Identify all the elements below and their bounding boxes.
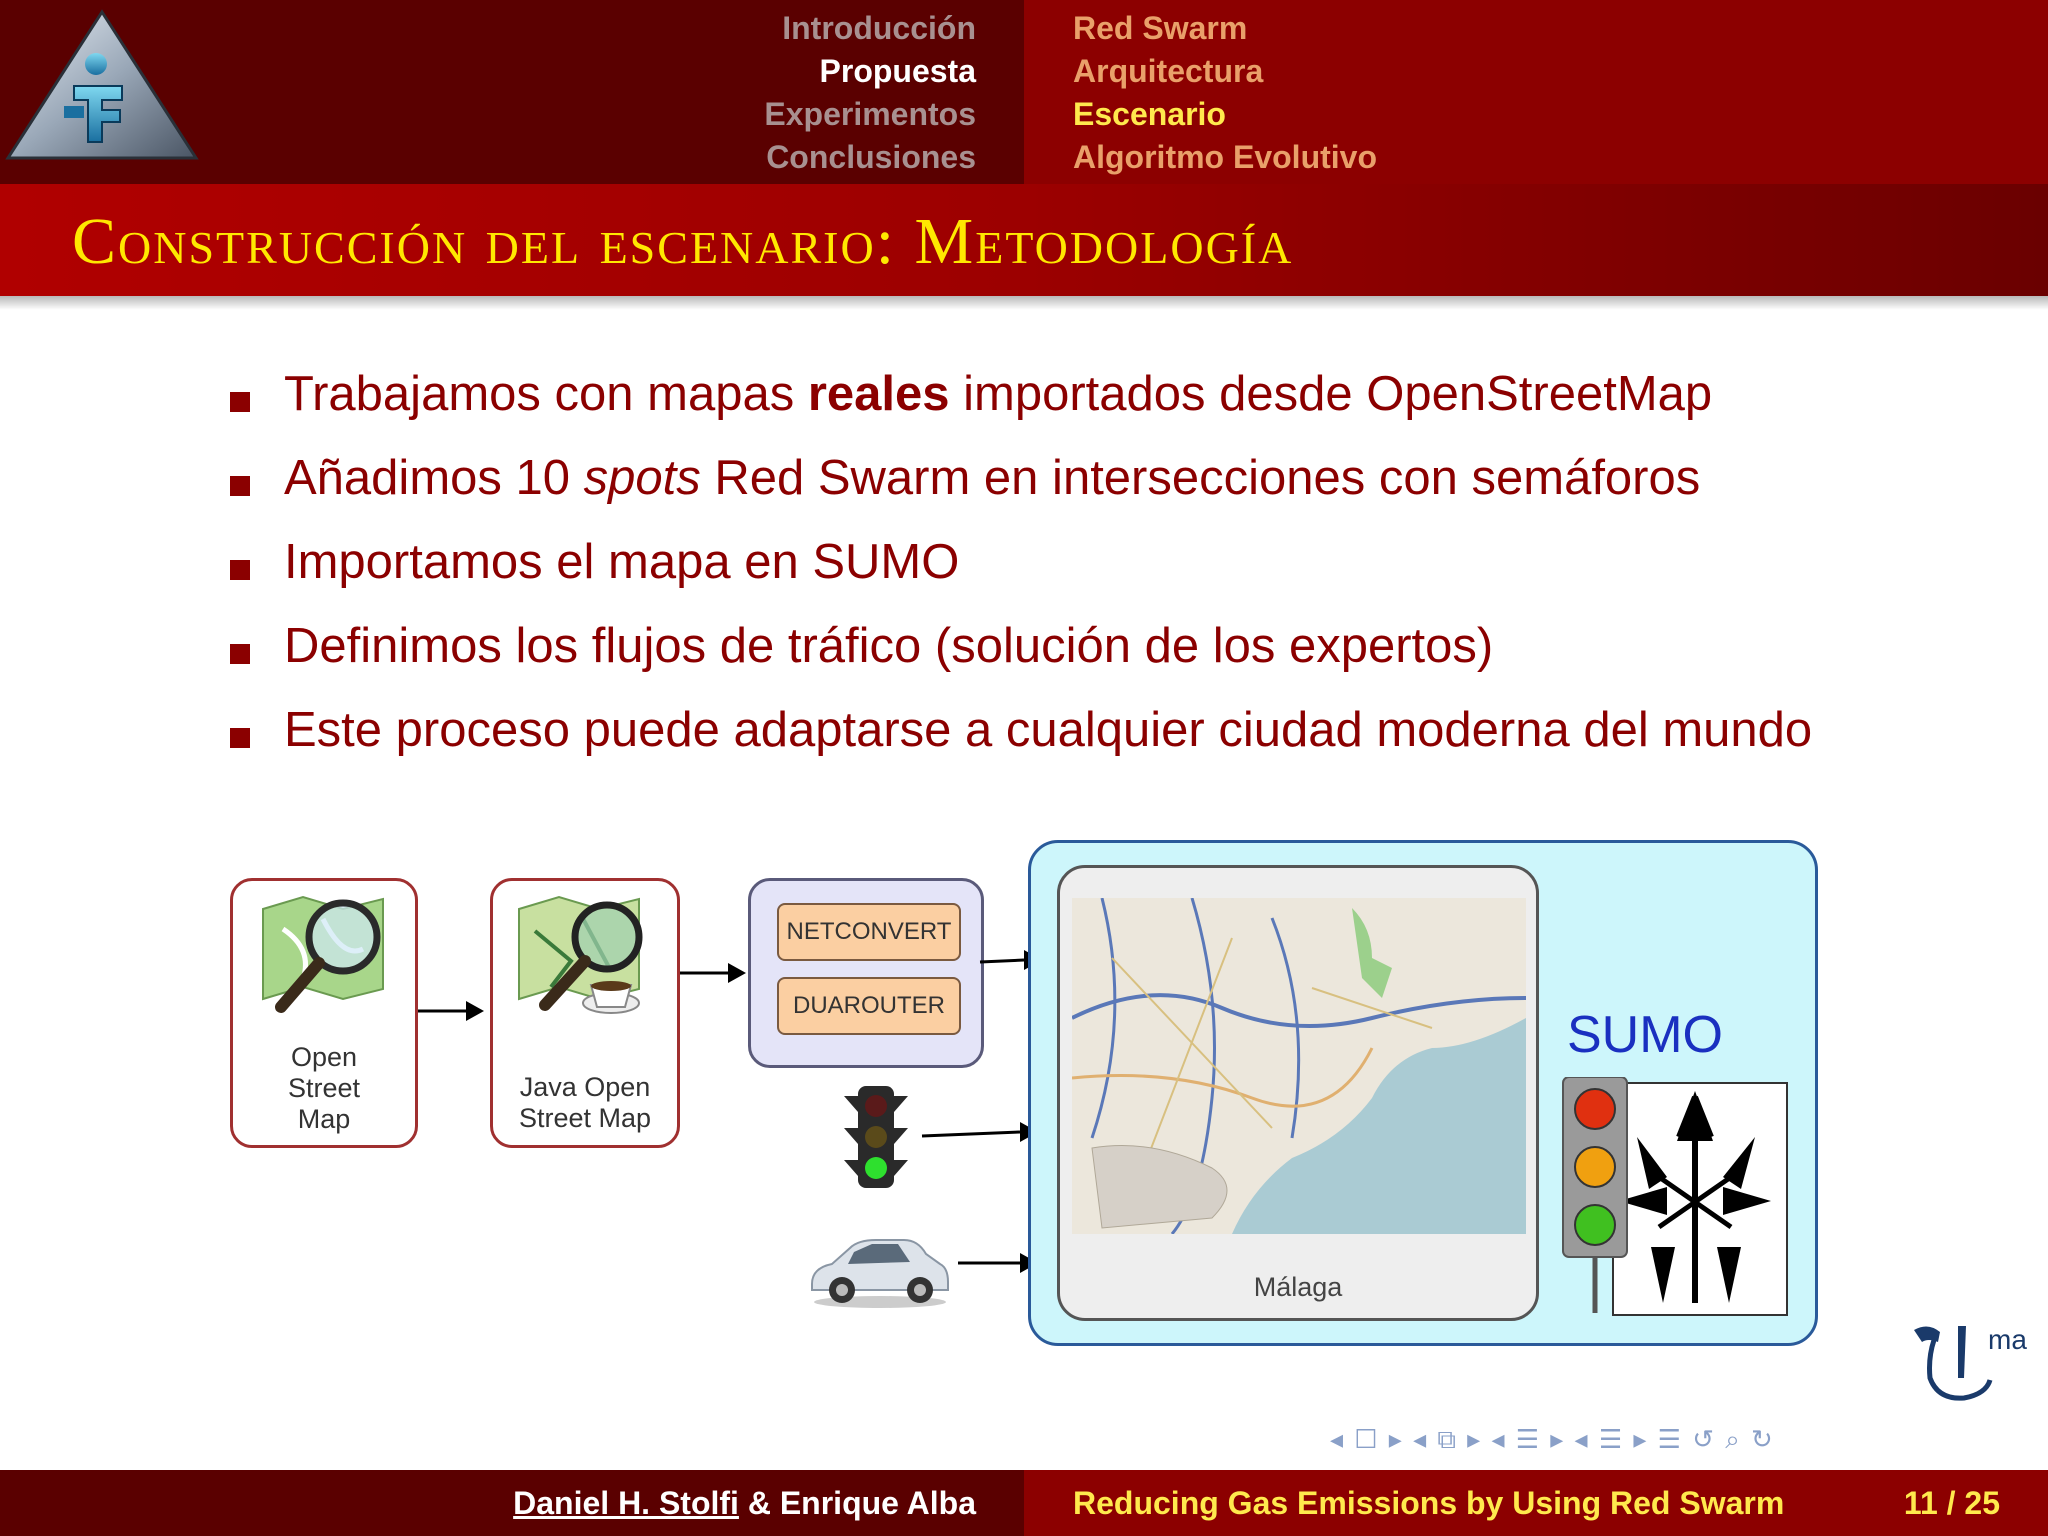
sumo-panel — [1028, 840, 1818, 1346]
nav-section-introduccion[interactable]: Introducción — [782, 10, 976, 46]
bullet-item — [226, 450, 1986, 534]
bullet-text: Importamos el mapa en SUMO — [284, 535, 960, 589]
uma-logo-text: ma — [1988, 1324, 2027, 1355]
nav-section-experimentos[interactable]: Experimentos — [764, 96, 976, 132]
arrow-right-icon — [678, 958, 748, 988]
sumo-tools-box — [748, 878, 984, 1068]
slide-title: Construcción del escenario: Metodología — [72, 205, 1294, 278]
josm-label-line: Java Open — [519, 1072, 651, 1102]
bullet-item — [226, 618, 1986, 702]
nav-subsection-next-icon[interactable]: ◂ ☰ ▸ — [1574, 1424, 1649, 1454]
duarouter-tool: DUAROUTER — [777, 977, 961, 1035]
osm-label-line: Open — [290, 1042, 358, 1072]
footer-talk-title: Reducing Gas Emissions by Using Red Swarm — [1073, 1485, 1785, 1521]
bullet-italic-text: spots — [583, 451, 701, 505]
osm-map-magnifier-icon — [253, 889, 393, 1019]
slide-title-bar — [0, 184, 2048, 296]
footer-author-1[interactable]: Daniel H. Stolfi — [513, 1485, 739, 1521]
netconvert-tool: NETCONVERT — [777, 903, 961, 961]
arrow-right-icon — [920, 1118, 1042, 1148]
bullet-list — [226, 366, 1986, 786]
beamer-navigation-bar[interactable] — [1330, 1424, 1775, 1456]
nav-section-propuesta[interactable]: Propuesta — [819, 53, 976, 89]
josm-label-line: Street Map — [518, 1103, 652, 1133]
osm-label-line: Map — [297, 1104, 351, 1134]
bullet-text: Añadimos 10 — [284, 451, 584, 505]
bullet-square-icon — [230, 644, 250, 664]
sumo-label: SUMO — [1567, 1006, 1723, 1064]
bullet-text: importados desde OpenStreetMap — [949, 367, 1713, 421]
sumo-logo-icon — [1559, 1077, 1789, 1321]
bullet-square-icon — [230, 476, 250, 496]
header — [0, 0, 2048, 184]
josm-box — [490, 878, 680, 1148]
bullet-square-icon — [230, 392, 250, 412]
bullet-text: Trabajamos con mapas — [284, 367, 808, 421]
footer-page-number: 11 / 25 — [1903, 1485, 2000, 1521]
methodology-diagram — [226, 836, 1826, 1356]
bullet-square-icon — [230, 728, 250, 748]
bullet-square-icon — [230, 560, 250, 580]
nav-subsection-prev-icon[interactable]: ◂ ⧉ ▸ — [1413, 1424, 1483, 1454]
bullet-text: Red Swarm en intersecciones con semáforos — [700, 451, 1701, 505]
nav-frame-prev-icon[interactable]: ◂ ☐ ▸ — [1330, 1424, 1404, 1454]
malaga-map-icon — [1072, 898, 1526, 1234]
nav-subsection-red-swarm[interactable]: Red Swarm — [1073, 10, 1248, 46]
map-caption: Málaga — [1253, 1272, 1343, 1302]
uma-logo-icon — [1908, 1318, 1998, 1408]
footer-authors — [513, 1485, 976, 1522]
nav-search-icon[interactable]: ↺ ⌕ ↻ — [1692, 1424, 1775, 1454]
bullet-item — [226, 702, 1986, 786]
osm-label-line: Street — [287, 1073, 361, 1103]
nav-subsection-algoritmo-evolutivo[interactable]: Algoritmo Evolutivo — [1073, 139, 1377, 175]
bullet-item — [226, 534, 1986, 618]
map-frame — [1057, 865, 1539, 1321]
arrow-right-icon — [416, 996, 486, 1026]
car-icon — [806, 1228, 952, 1310]
nav-section-conclusiones[interactable]: Conclusiones — [766, 139, 976, 175]
nav-subsection-escenario[interactable]: Escenario — [1073, 96, 1226, 132]
institution-logo-icon — [4, 6, 200, 164]
nav-section-prev-icon[interactable]: ◂ ☰ ▸ — [1491, 1424, 1566, 1454]
josm-map-coffee-icon — [511, 891, 661, 1031]
bullet-bold-text: reales — [807, 367, 950, 421]
bullet-text: Este proceso puede adaptarse a cualquier ciudad moderna del mundo — [284, 703, 1813, 757]
bullet-item — [226, 366, 1986, 450]
osm-box — [230, 878, 418, 1148]
title-bar-shadow — [0, 296, 2048, 310]
traffic-light-icon — [836, 1082, 916, 1192]
nav-outline-icon[interactable]: ☰ — [1657, 1424, 1683, 1454]
uma-logo — [1908, 1318, 2038, 1408]
footer-author-rest: & Enrique Alba — [738, 1485, 976, 1521]
bullet-text: Definimos los flujos de tráfico (solución de los expertos) — [284, 619, 1494, 673]
nav-subsection-arquitectura[interactable]: Arquitectura — [1073, 53, 1264, 89]
